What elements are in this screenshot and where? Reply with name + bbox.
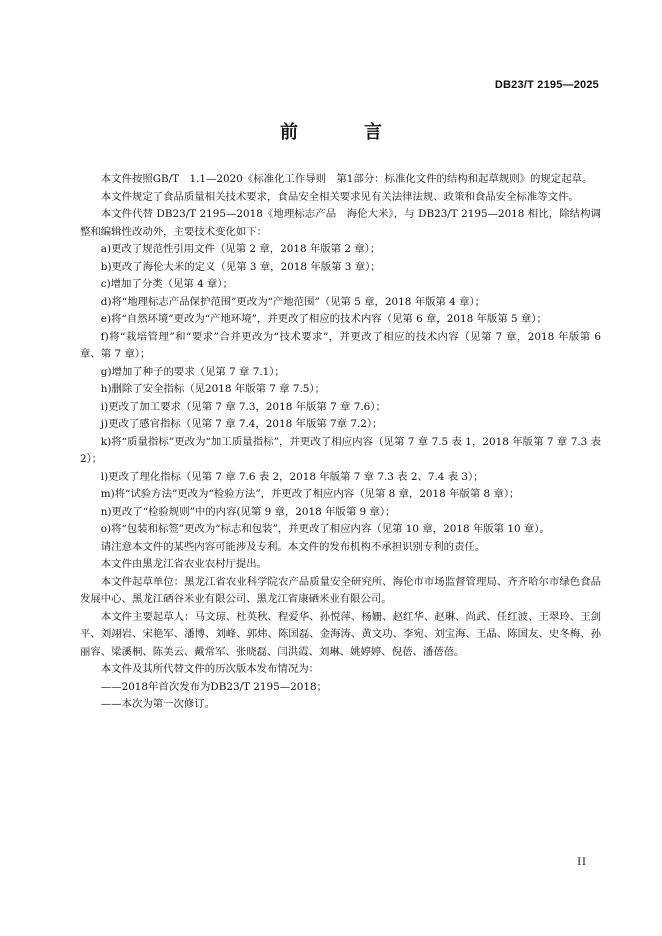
change-item-h: h)删除了安全指标（见2018 年版第 7 章 7.5）； <box>100 383 325 395</box>
history-item-current: ——本次为第一次修订。 <box>100 698 216 710</box>
change-item-a: a)更改了规范性引用文件（见第 2 章，2018 年版第 2 章）； <box>100 243 381 255</box>
history-item-2018: ——2018年首次发布为DB23/T 2195—2018； <box>100 680 327 693</box>
change-item-m: m)将“试验方法”更改为“检验方法”，并更改了相应内容（见第 8 章，2018 年版第 8 章）； <box>100 488 520 500</box>
change-item-o: o)将“包装和标签”更改为“标志和包装”，并更改了相应内容（见第 10 章，2018 年版第 10 章）。 <box>100 523 550 535</box>
page-title: 前 言 <box>280 122 406 143</box>
change-item-j: j)更改了感官指标（见第 7 章 7.4，2018 年版第 7章 7.2）； <box>100 418 383 430</box>
change-item-e: e)将“自然环境”更改为“产地环境”，并更改了相应的技术内容（见第 6 章，2018 年版第 5 章）； <box>100 313 547 325</box>
paragraph-drafting-units: 本文件起草单位：黑龙江省农业科学院农产品质量安全研究所、海伦市市场监督管理局、齐齐哈尔市绿色食品发展中心、黑龙江硒谷米业有限公司、黑龙江省康硒米业有限公司。 <box>80 575 601 605</box>
paragraph-patent-notice: 请注意本文件的某些内容可能涉及专利。本文件的发布机构不承担识别专利的责任。 <box>100 540 486 553</box>
change-item-f: f)将“栽培管理”和“要求”合并更改为“技术要求”，并更改了相应的技术内容（见第 7 章，2018 年版第 6 章、第 7 章）； <box>80 330 601 360</box>
change-item-l: l)更改了理化指标（见第 7 章 7.6 表 2，2018 年版第 7 章 7.3 表 2、7.4 表 3）； <box>100 470 484 483</box>
change-item-d: d)将“地理标志产品保护范围”更改为“产地范围”（见第 5 章，2018 年版第 4 章）； <box>100 295 486 308</box>
paragraph-drafting-rules: 本文件按照GB/T 1.1—2020《标准化工作导则 第1部分：标准化文件的结构和起草规则》的规定起草。 <box>100 173 593 185</box>
foreword-body <box>80 171 601 714</box>
change-item-k: k)将“质量指标”更改为“加工质量指标”，并更改了相应内容（见第 7 章 7.5 表 1，2018 年版第 7 章 7.3 表 2）； <box>80 435 601 465</box>
paragraph-version-history: 本文件及其所代替文件的历次版本发布情况为： <box>100 663 319 675</box>
page-number: II <box>577 857 587 868</box>
paragraph-replaces: 本文件代替 DB23/T 2195—2018《地理标志产品 海伦大米》，与 DB23/T 2195—2018 相比，除结构调整和编辑性改动外，主要技术变化如下： <box>80 208 601 238</box>
paragraph-scope: 本文件规定了食品质量相关技术要求，食品安全相关要求见有关法律法规、政策和食品安全标准等文件。 <box>100 190 579 203</box>
paragraph-proposer: 本文件由黑龙江省农业农村厅提出。 <box>100 558 268 570</box>
change-item-g: g)增加了种子的要求（见第 7 章 7.1）； <box>100 365 285 378</box>
change-item-c: c)增加了分类（见第 4 章）； <box>100 278 233 290</box>
paragraph-drafters: 本文件主要起草人：马文琼、杜英秋、程爱华、孙悦萍、杨姗、赵红华、赵琳、尚武、任红波、王翠玲、王剑平、刘翊岩、宋艳军、潘博、刘峰、郭炜、陈国磊、金海涛、黄文功、李宛、刘宝海、王晶、陈国友、史冬梅、孙丽容、梁溪桐、陈美云、戴常军、张晓磊、闫洪霞、刘琳、姚婷婷、倪蓓、潘蓓蓓。 <box>80 610 601 658</box>
change-item-i: i)更改了加工要求（见第 7 章 7.3，2018 年版第 7 章 7.6）； <box>100 400 386 413</box>
document-code: DB23/T 2195—2025 <box>494 79 599 91</box>
change-item-b: b)更改了海伦大米的定义（见第 3 章，2018 年版第 3 章）； <box>100 260 381 273</box>
change-item-n: n)更改了“检验规则”中的内容(见第 9 章，2018 年版第 9 章）； <box>100 505 396 518</box>
